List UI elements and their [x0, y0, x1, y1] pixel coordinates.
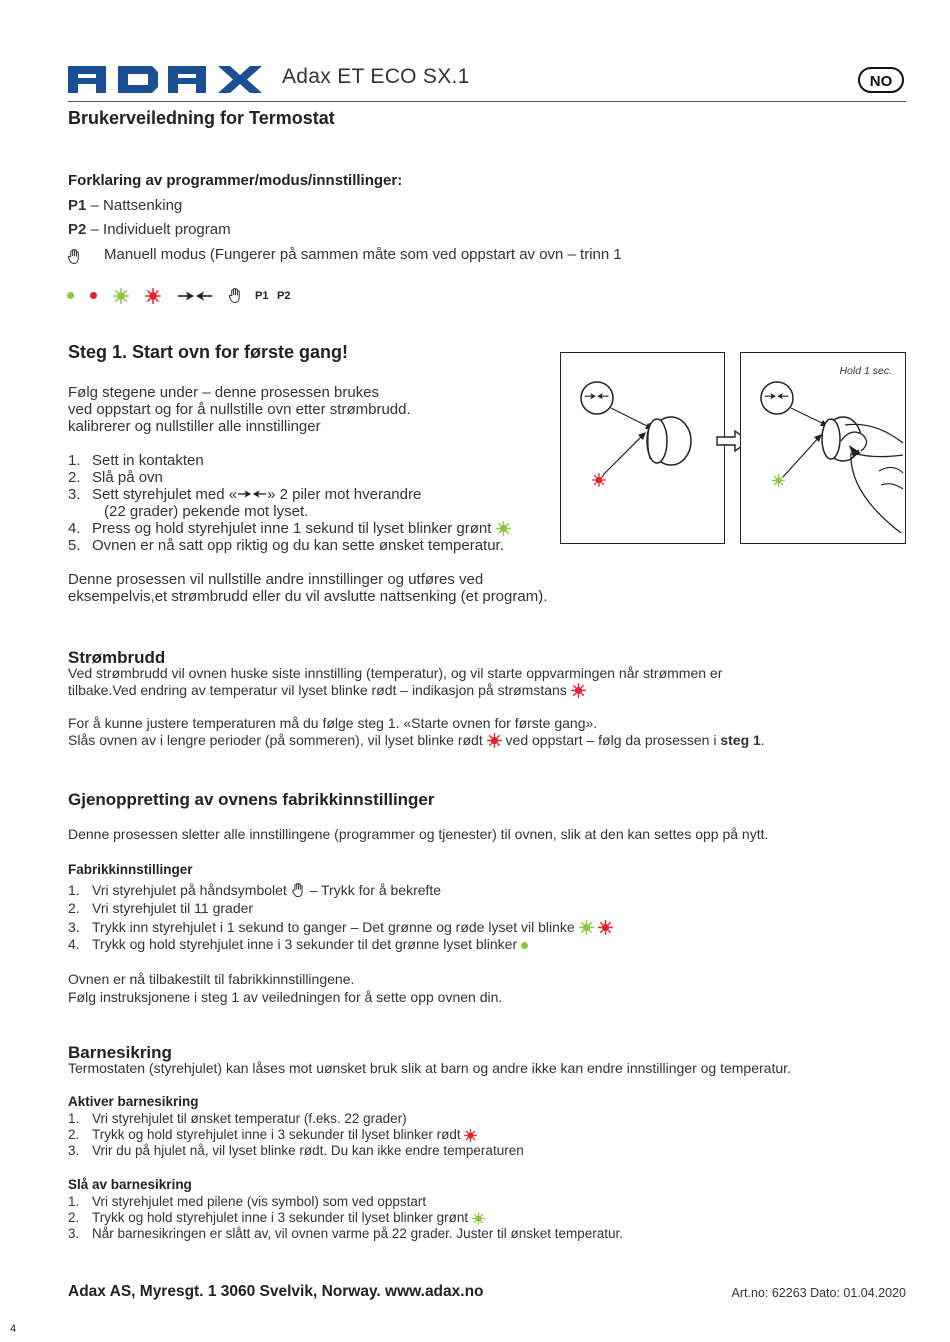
item-text: Press og hold styrehjulet inne 1 sekund til lyset blinker grønt — [92, 520, 492, 537]
adax-logo — [68, 66, 262, 93]
red-dot-icon — [90, 292, 97, 299]
list-item — [68, 537, 511, 554]
item-number: 1. — [68, 1194, 80, 1209]
article-number: Art.no: 62263 Dato: 01.04.2020 — [731, 1286, 906, 1300]
list-item — [68, 486, 511, 503]
language-badge: NO — [858, 67, 904, 93]
childlock-deactivate-list — [68, 1194, 623, 1242]
figure-panel-after — [740, 352, 906, 544]
list-item — [68, 882, 613, 900]
item-number: 2. — [68, 469, 81, 486]
red-blink-icon — [571, 683, 586, 698]
p1-symbol: P1 — [255, 290, 269, 302]
factory-subheading: Fabrikkinnstillinger — [68, 862, 193, 877]
figure-panel-before — [560, 352, 725, 544]
page-number: 4 — [10, 1323, 17, 1335]
red-blink-icon — [464, 1129, 477, 1142]
step1-list — [68, 452, 511, 554]
item-text: Vri styrehjulet med pilene (vis symbol) som ved oppstart — [92, 1194, 427, 1209]
p2-symbol: P2 — [277, 290, 291, 302]
step1-outro — [68, 571, 547, 605]
item-text: Vri styrehjulet på håndsymbolet — [92, 882, 287, 898]
item-number: 3. — [68, 919, 80, 935]
item-text: Trykk og hold styrehjulet inne i 3 sekunder til lyset blinker grønt — [92, 1210, 469, 1225]
thermostat-illustration — [741, 353, 904, 542]
list-item-continuation: (22 grader) pekende mot lyset. — [104, 503, 309, 520]
item-number: 3. — [68, 486, 81, 503]
childlock-activate-list — [68, 1111, 524, 1159]
power-note-line: For å kunne justere temperaturen må du følge steg 1. «Starte ovnen for første gang». — [68, 715, 598, 731]
power-note-text: ved oppstart – følg da prosessen i — [501, 732, 721, 748]
item-number: 1. — [68, 452, 81, 469]
step1-intro — [68, 384, 411, 435]
green-dot-icon — [67, 292, 74, 299]
program-p1 — [68, 197, 182, 214]
red-blink-icon — [487, 733, 502, 748]
item-number: 1. — [68, 882, 80, 898]
list-item — [68, 919, 613, 936]
item-text: Vri styrehjulet til 11 grader — [92, 900, 254, 916]
factory-reset-heading: Gjenoppretting av ovnens fabrikkinnstillinger — [68, 790, 435, 809]
factory-list — [68, 882, 613, 953]
item-text: Vri styrehjulet til ønsket temperatur (f.eks. 22 grader) — [92, 1111, 407, 1126]
page-title: Brukerveiledning for Termostat — [68, 108, 335, 128]
p1-key: P1 — [68, 197, 87, 214]
item-number: 2. — [68, 900, 80, 916]
arrows-icon — [237, 489, 267, 499]
product-model: Adax ET ECO SX.1 — [282, 65, 470, 88]
factory-outro-line: Ovnen er nå tilbakestilt til fabrikkinnstillingene. — [68, 971, 355, 987]
list-item — [68, 900, 613, 919]
power-line: Ved strømbrudd vil ovnen huske siste innstilling (temperatur), og vil starte oppvarmingen når strømmen er — [68, 665, 723, 681]
power-note-bold: steg 1 — [720, 732, 761, 748]
power-line — [68, 682, 722, 699]
item-number: 2. — [68, 1210, 80, 1225]
item-number: 2. — [68, 1127, 80, 1142]
childlock-deactivate-heading: Slå av barnesikring — [68, 1177, 192, 1192]
green-blink-icon — [496, 521, 511, 536]
item-number: 4. — [68, 520, 81, 537]
green-blink-icon — [113, 288, 129, 304]
item-text: Ovnen er nå satt opp riktig og du kan sette ønsket temperatur. — [92, 537, 504, 554]
item-text: Når barnesikringen er slått av, vil ovnen varme på 22 grader. Juster til ønsket temperatur. — [92, 1226, 623, 1241]
item-text: Sett styrehjulet med « — [92, 486, 238, 503]
program-p2 — [68, 221, 231, 238]
childlock-activate-heading: Aktiver barnesikring — [68, 1094, 199, 1109]
p2-desc: – Individuelt program — [86, 221, 231, 238]
p1-desc: – Nattsenking — [86, 197, 183, 214]
step1-intro-line: kalibrerer og nullstiller alle innstillinger — [68, 418, 321, 435]
list-item — [68, 1127, 524, 1143]
item-text: Trykk inn styrehjulet i 1 sekund to ganger – Det grønne og røde lyset vil blinke — [92, 919, 575, 935]
factory-reset-intro: Denne prosessen sletter alle innstillingene (programmer og tjenester) til ovnen, slik at den kan settes opp på nytt. — [68, 826, 769, 842]
item-text: » 2 piler mot hverandre — [267, 486, 422, 503]
item-number: 5. — [68, 537, 81, 554]
list-item — [68, 1210, 623, 1226]
list-item — [68, 1226, 623, 1242]
item-text: Trykk og hold styrehjulet inne i 3 sekunder til det grønne lyset blinker — [92, 936, 518, 952]
red-blink-icon — [145, 288, 161, 304]
childlock-intro: Termostaten (styrehjulet) kan låses mot uønsket bruk slik at barn og andre ikke kan endre innstillinger og temperatur. — [68, 1060, 791, 1076]
power-outage-note — [68, 715, 765, 749]
power-line-text: tilbake.Ved endring av temperatur vil lyset blinke rødt – indikasjon på strømstans — [68, 682, 567, 698]
step1-heading: Steg 1. Start ovn for første gang! — [68, 342, 349, 362]
step1-outro-line: eksempelvis,et strømbrudd eller du vil avslutte nattsenking (et program). — [68, 588, 548, 605]
step1-intro-line: ved oppstart og for å nullstille ovn etter strømbrudd. — [68, 401, 411, 418]
item-number: 3. — [68, 1226, 80, 1241]
childlock-heading: Barnesikring — [68, 1043, 172, 1062]
factory-outro-line: Følg instruksjonene i steg 1 av veiledningen for å sette opp ovnen din. — [68, 989, 503, 1005]
company-address: Adax AS, Myresgt. 1 3060 Svelvik, Norway. www.adax.no — [68, 1283, 484, 1300]
list-item — [68, 469, 511, 486]
hand-icon — [67, 248, 82, 265]
power-note-text: . — [760, 732, 765, 748]
green-dot-icon — [521, 942, 528, 949]
list-item — [68, 1143, 524, 1159]
manual-mode-text: Manuell modus (Fungerer på sammen måte som ved oppstart av ovn – trinn 1 — [104, 246, 622, 263]
item-text: Sett in kontakten — [92, 452, 204, 469]
header-divider — [68, 101, 906, 102]
hand-icon — [228, 287, 243, 304]
green-blink-icon — [579, 920, 594, 935]
item-text: Vrir du på hjulet nå, vil lyset blinke rødt. Du kan ikke endre temperaturen — [92, 1143, 524, 1158]
item-number: 1. — [68, 1111, 80, 1126]
red-blink-icon — [598, 920, 613, 935]
p2-key: P2 — [68, 221, 87, 238]
hand-icon — [291, 882, 306, 898]
item-text: – Trykk for å bekrefte — [305, 882, 442, 898]
factory-outro — [68, 970, 502, 1006]
power-note-line — [68, 732, 765, 749]
programs-heading: Forklaring av programmer/modus/innstillinger: — [68, 172, 403, 189]
item-text: Slå på ovn — [92, 469, 163, 486]
item-number: 4. — [68, 936, 80, 952]
list-item — [68, 1194, 623, 1210]
step1-intro-line: Følg stegene under – denne prosessen brukes — [68, 384, 380, 401]
item-number: 3. — [68, 1143, 80, 1158]
list-item — [68, 1111, 524, 1127]
power-outage-heading: Strømbrudd — [68, 648, 166, 667]
list-item — [68, 520, 511, 537]
step1-outro-line: Denne prosessen vil nullstille andre innstillinger og utføres ved — [68, 571, 484, 588]
hold-label: Hold 1 sec. — [839, 365, 892, 377]
item-text: Trykk og hold styrehjulet inne i 3 sekunder til lyset blinker rødt — [92, 1127, 461, 1142]
thermostat-illustration — [561, 353, 723, 542]
list-item — [68, 452, 511, 469]
green-blink-icon — [472, 1212, 485, 1225]
power-outage-text — [68, 665, 722, 699]
arrows-icon — [177, 290, 213, 302]
list-item — [68, 936, 613, 953]
power-note-text: Slås ovnen av i lengre perioder (på sommeren), vil lyset blinke rødt — [68, 732, 483, 748]
